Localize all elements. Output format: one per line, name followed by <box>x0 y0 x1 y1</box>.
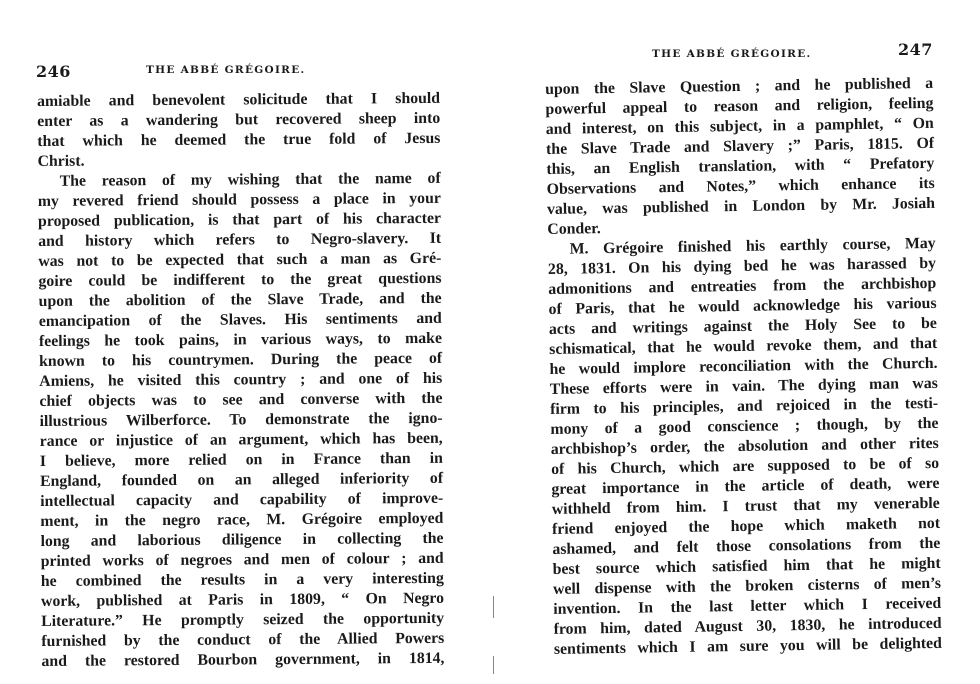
text-line: schismatical, that he would revoke them, and that <box>549 334 938 358</box>
text-line: and the restored Bourbon government, in 1814, <box>41 649 445 670</box>
text-line: long and laborious diligence in collecting the <box>40 529 444 550</box>
text-line: chief objects was to see and converse with the <box>39 389 443 410</box>
text-line: upon the Slave Question ; and he published a <box>545 74 934 98</box>
text-line: known to his countrymen. During the peace of <box>39 349 443 370</box>
text-line: M. Grégoire finished his earthly course, May <box>569 234 936 258</box>
text-line: admonitions and entreaties from the archbishop <box>548 274 937 298</box>
gutter-mark <box>493 596 494 618</box>
text-line: the Slave Trade and Slavery ;” Paris, 1815. Of <box>545 134 935 158</box>
text-line: rance or injustice of an argument, which has been, <box>39 429 443 450</box>
text-line: ment, in the negro race, M. Grégoire employed <box>40 509 444 530</box>
text-line: Literature.” He promptly seized the opportunity <box>41 609 445 630</box>
text-line: upon the abolition of the Slave Trade, and the <box>38 289 442 310</box>
text-line: work, published at Paris in 1809, “ On Negro <box>40 589 445 610</box>
right-page <box>490 0 980 684</box>
right-running-head: THE ABBÉ GRÉGOIRE. <box>652 48 812 60</box>
text-line: furnished by the conduct of the Allied Powers <box>41 629 445 650</box>
text-line: of his Church, which are supposed to be of so <box>550 454 940 478</box>
text-line: well dispense with the broken cisterns of men’s <box>552 574 942 598</box>
text-line: and history which refers to Negro-slavery. It <box>38 229 442 250</box>
text-line: he would implore reconciliation with the Church. <box>549 354 938 378</box>
text-line: he combined the results in a very interesting <box>40 569 444 590</box>
text-line: goire could be indifferent to the great questions <box>38 269 442 290</box>
text-line: Amiens, he visited this country ; and one of his <box>39 369 443 390</box>
text-line: illustrious Wilberforce. To demonstrate the igno- <box>39 409 443 430</box>
text-line: best source which satisfied him that he might <box>552 554 941 578</box>
text-line: amiable and benevolent solicitude that I should <box>37 89 441 110</box>
text-line: These efforts were in vain. The dying man was <box>549 374 938 398</box>
text-line: friend enjoyed the hope which maketh not <box>551 514 941 538</box>
text-line: from him, dated August 30, 1830, he introduced <box>553 614 942 638</box>
text-line: withheld from him. I trust that my venerable <box>551 494 940 518</box>
text-line: Observations and Notes,” which enhance its <box>546 174 935 198</box>
left-page-number: 246 <box>36 62 71 81</box>
text-line: feelings he took pains, in various ways, to make <box>38 329 443 350</box>
right-page-number: 247 <box>898 40 933 59</box>
gutter-mark <box>493 656 494 674</box>
text-line: England, founded on an alleged inferiority of <box>39 469 444 490</box>
left-body-text <box>37 89 445 672</box>
text-line: acts and writings against the Holy See to be <box>548 314 938 338</box>
text-line: invention. In the last letter which I received <box>553 594 942 618</box>
text-line: Conder. <box>547 220 601 238</box>
text-line: 28, 1831. On his dying bed he was harassed by <box>547 254 937 278</box>
right-body-text <box>545 74 942 660</box>
text-line: sentiments which I am sure you will be delighted <box>553 634 943 658</box>
text-line: The reason of my wishing that the name of <box>59 169 441 190</box>
text-line: my revered friend should possess a place in your <box>37 189 441 210</box>
text-line: powerful appeal to reason and religion, feeling <box>545 94 934 118</box>
text-line: great importance in the article of death, were <box>551 474 940 498</box>
text-line: firm to his principles, and rejoiced in the testi- <box>550 394 939 418</box>
text-line: emancipation of the Slaves. His sentiments and <box>38 309 442 330</box>
left-running-head: THE ABBÉ GRÉGOIRE. <box>146 64 306 76</box>
text-line: intellectual capacity and capability of improve- <box>40 489 444 510</box>
text-line: ashamed, and felt those consolations from the <box>552 534 941 558</box>
text-line: archbishop’s order, the absolution and other rites <box>550 434 939 458</box>
text-line: and interest, on this subject, in a pamphlet, “ On <box>545 114 934 138</box>
text-line: printed works of negroes and men of colour ; and <box>40 549 444 570</box>
text-line: I believe, more relied on in France than in <box>39 449 443 470</box>
text-line: this, an English translation, with “ Prefatory <box>546 154 935 178</box>
text-line: was not to be expected that such a man as Gré- <box>38 249 442 270</box>
text-line: enter as a wandering but recovered sheep into <box>37 109 441 130</box>
text-line: Christ. <box>37 152 85 170</box>
text-line: of Paris, that he would acknowledge his various <box>548 294 937 318</box>
text-line: proposed publication, is that part of his character <box>37 209 442 230</box>
text-line: that which he deemed the true fold of Jesus <box>37 129 441 150</box>
text-line: value, was published in London by Mr. Josiah <box>546 194 936 218</box>
text-line: mony of a good conscience ; though, by the <box>550 414 939 438</box>
